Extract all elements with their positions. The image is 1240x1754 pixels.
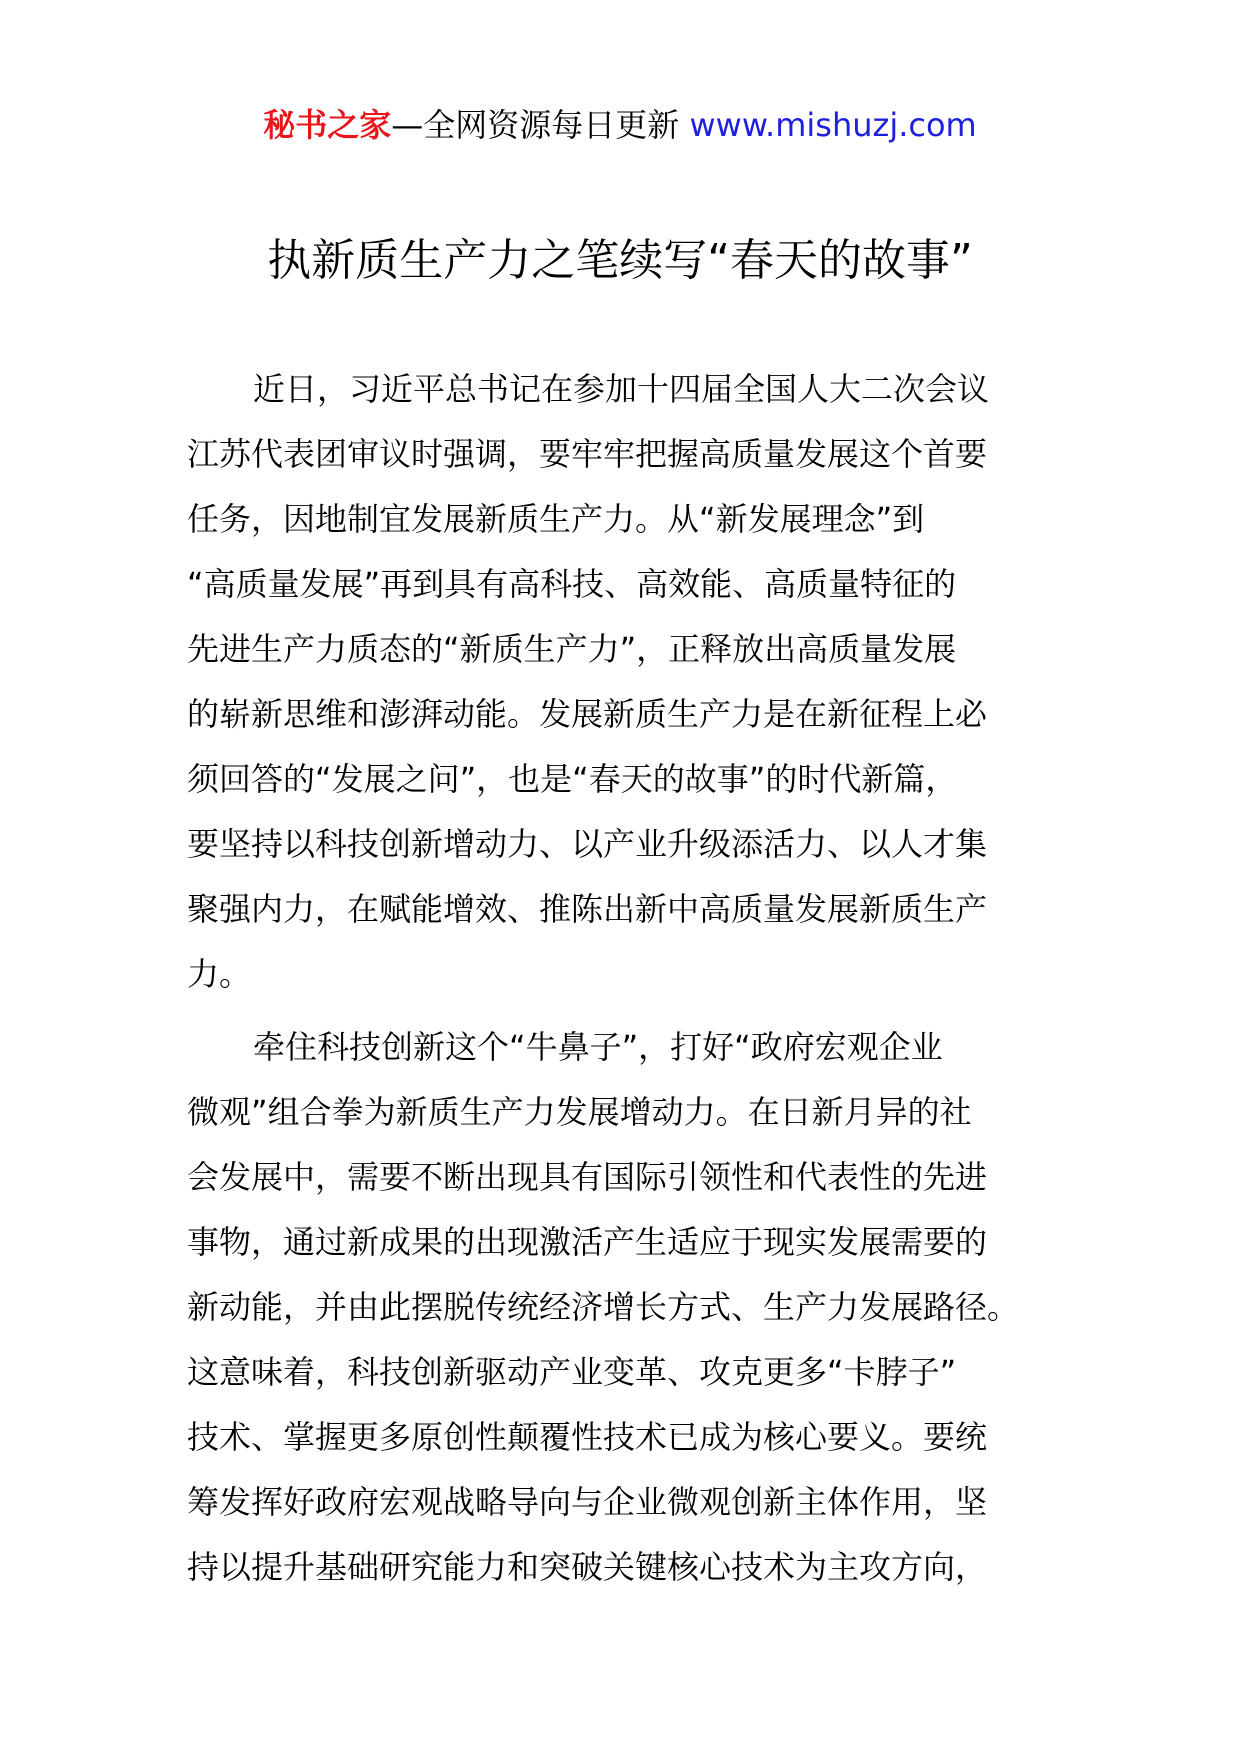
text-line: “高质量发展”再到具有高科技、高效能、高质量特征的 <box>187 565 957 603</box>
text-line: 微观”组合拳为新质生产力发展增动力。在日新月异的社 <box>187 1093 972 1131</box>
text-line: 牵住科技创新这个“牛鼻子”，打好“政府宏观企业 <box>253 1028 943 1066</box>
website-link[interactable]: www.mishuzj.com <box>689 106 977 144</box>
text-line: 新动能，并由此摆脱传统经济增长方式、生产力发展路径。 <box>187 1288 1020 1326</box>
paragraph-1 <box>187 357 1047 1007</box>
text-line: 事物，通过新成果的出现激活产生适应于现实发展需要的 <box>187 1223 988 1261</box>
header-tagline: —全网资源每日更新 <box>391 106 680 144</box>
brand-name: 秘书之家 <box>263 106 392 144</box>
site-header <box>0 100 1240 150</box>
text-line: 力。 <box>187 955 252 993</box>
text-line: 须回答的“发展之问”，也是“春天的故事”的时代新篇， <box>187 760 958 798</box>
text-line: 这意味着，科技创新驱动产业变革、攻克更多“卡脖子” <box>187 1353 957 1391</box>
text-line: 持以提升基础研究能力和突破关键核心技术为主攻方向， <box>187 1548 988 1586</box>
text-line: 技术、掌握更多原创性颠覆性技术已成为核心要义。要统 <box>187 1418 988 1456</box>
document-title: 执新质生产力之笔续写“春天的故事” <box>267 235 973 286</box>
text-line: 先进生产力质态的“新质生产力”，正释放出高质量发展 <box>187 630 957 668</box>
text-line: 任务，因地制宜发展新质生产力。从“新发展理念”到 <box>187 500 925 538</box>
text-line: 要坚持以科技创新增动力、以产业升级添活力、以人才集 <box>187 825 988 863</box>
document-body <box>187 357 1047 1608</box>
text-line: 会发展中，需要不断出现具有国际引领性和代表性的先进 <box>187 1158 988 1196</box>
text-line: 聚强内力，在赋能增效、推陈出新中高质量发展新质生产 <box>187 890 988 928</box>
paragraph-2 <box>187 1015 1047 1600</box>
text-line: 近日，习近平总书记在参加十四届全国人大二次会议 <box>253 370 990 408</box>
text-line: 筹发挥好政府宏观战略导向与企业微观创新主体作用，坚 <box>187 1483 988 1521</box>
text-line: 江苏代表团审议时强调，要牢牢把握高质量发展这个首要 <box>187 435 988 473</box>
text-line: 的崭新思维和澎湃动能。发展新质生产力是在新征程上必 <box>187 695 988 733</box>
